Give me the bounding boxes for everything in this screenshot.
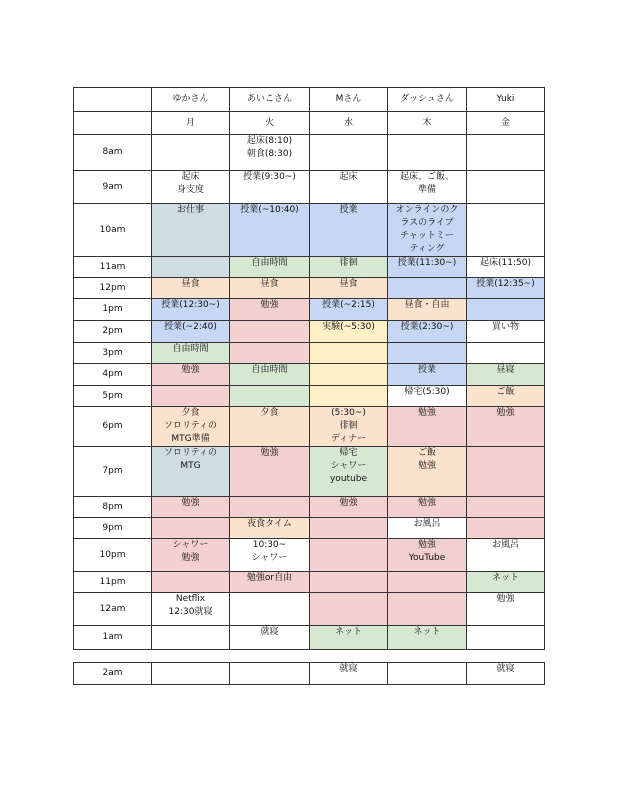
schedule-cell [152, 386, 230, 407]
schedule-cell: 買い物 [467, 321, 545, 343]
schedule-cell: ネット [467, 572, 545, 593]
time-row [74, 364, 545, 386]
schedule-cell: Netflix 12:30就寝 [152, 593, 230, 626]
schedule-table [73, 87, 545, 650]
header-names-row [74, 88, 545, 112]
schedule-cell: 夕食 ソロリティの MTG準備 [152, 407, 230, 447]
schedule-cell: 夜食タイム [230, 518, 310, 539]
schedule-cell [467, 171, 545, 204]
schedule-cell [152, 663, 230, 685]
schedule-cell: 自由時間 [152, 343, 230, 364]
schedule-cell: 10:30~ シャワー [230, 539, 310, 572]
time-label: 8am [74, 135, 152, 171]
time-row [74, 171, 545, 204]
schedule-cell: 勉強 [388, 407, 467, 447]
schedule-cell: 起床、ご飯、 準備 [388, 171, 467, 204]
time-row [74, 663, 545, 685]
schedule-cell: 授業(~2:15) [310, 299, 388, 321]
schedule-cell [388, 135, 467, 171]
time-row [74, 539, 545, 572]
day-header: 水 [310, 112, 388, 135]
schedule-cell: 授業(12:35~) [467, 278, 545, 299]
schedule-cell [388, 593, 467, 626]
schedule-extra-body [74, 663, 545, 685]
schedule-cell: 勉強or自由 [230, 572, 310, 593]
schedule-cell [152, 257, 230, 278]
schedule-cell: オンラインのク ラスのライブ チャットミー ティング [388, 204, 467, 257]
schedule-cell [230, 386, 310, 407]
time-row [74, 135, 545, 171]
time-label: 6pm [74, 407, 152, 447]
time-row [74, 299, 545, 321]
schedule-cell: ご飯 [467, 386, 545, 407]
schedule-cell: 授業(11:30~) [388, 257, 467, 278]
time-label: 11am [74, 257, 152, 278]
time-row [74, 593, 545, 626]
schedule-cell [230, 497, 310, 518]
time-label: 2pm [74, 321, 152, 343]
schedule-cell: 起床 身支度 [152, 171, 230, 204]
schedule-cell: ソロリティの MTG [152, 447, 230, 497]
schedule-table-extra [73, 662, 545, 685]
schedule-cell [388, 572, 467, 593]
schedule-cell: 昼食 [310, 278, 388, 299]
schedule-cell [467, 135, 545, 171]
schedule-cell: 実験(~5:30) [310, 321, 388, 343]
time-row [74, 497, 545, 518]
schedule-cell: ネット [388, 626, 467, 650]
time-row [74, 278, 545, 299]
time-label: 11pm [74, 572, 152, 593]
schedule-cell [310, 386, 388, 407]
schedule-cell: 勉強 [152, 364, 230, 386]
schedule-cell [467, 518, 545, 539]
time-label: 9pm [74, 518, 152, 539]
time-label: 1pm [74, 299, 152, 321]
schedule-cell: 徘徊 [310, 257, 388, 278]
schedule-cell: 帰宅 シャワー youtube [310, 447, 388, 497]
time-label: 10am [74, 204, 152, 257]
time-label: 3pm [74, 343, 152, 364]
schedule-cell: 授業(9:30~) [230, 171, 310, 204]
schedule-cell: 帰宅(5:30) [388, 386, 467, 407]
schedule-cell [467, 299, 545, 321]
schedule-cell [230, 343, 310, 364]
schedule-cell: 自由時間 [230, 257, 310, 278]
schedule-cell [230, 321, 310, 343]
schedule-cell [310, 364, 388, 386]
schedule-cell: 勉強 [230, 447, 310, 497]
time-label: 2am [74, 663, 152, 685]
time-label: 4pm [74, 364, 152, 386]
time-row [74, 321, 545, 343]
schedule-cell [310, 343, 388, 364]
time-label: 10pm [74, 539, 152, 572]
schedule-cell: お風呂 [388, 518, 467, 539]
time-label: 12am [74, 593, 152, 626]
schedule-cell: 勉強 [388, 497, 467, 518]
time-row [74, 343, 545, 364]
schedule-cell [310, 518, 388, 539]
schedule-cell: 昼食 [230, 278, 310, 299]
schedule-cell: 夕食 [230, 407, 310, 447]
schedule-cell: 勉強 [310, 497, 388, 518]
schedule-cell [310, 539, 388, 572]
schedule-cell [310, 593, 388, 626]
schedule-cell: 授業(~10:40) [230, 204, 310, 257]
schedule-cell: 勉強 [467, 593, 545, 626]
schedule-cell: 昼食 [152, 278, 230, 299]
time-row [74, 572, 545, 593]
schedule-cell [152, 626, 230, 650]
schedule-cell: 授業(2:30~) [388, 321, 467, 343]
time-label: 7pm [74, 447, 152, 497]
corner-cell [74, 88, 152, 112]
time-row [74, 447, 545, 497]
schedule-cell: 起床(8:10) 朝食(8:30) [230, 135, 310, 171]
schedule-cell: お風呂 [467, 539, 545, 572]
schedule-cell [467, 204, 545, 257]
schedule-cell [152, 572, 230, 593]
schedule-cell: 就寝 [230, 626, 310, 650]
time-label: 8pm [74, 497, 152, 518]
schedule-cell: 授業(~2:40) [152, 321, 230, 343]
schedule-cell: 起床(11:50) [467, 257, 545, 278]
schedule-cell: 勉強 [152, 497, 230, 518]
time-label: 9am [74, 171, 152, 204]
schedule-cell [230, 663, 310, 685]
day-header: 月 [152, 112, 230, 135]
time-label: 1am [74, 626, 152, 650]
schedule-cell: 授業 [388, 364, 467, 386]
schedule-cell: 自由時間 [230, 364, 310, 386]
schedule-body [74, 88, 545, 650]
schedule-cell: 授業 [310, 204, 388, 257]
time-row [74, 386, 545, 407]
schedule-cell: シャワー 勉強 [152, 539, 230, 572]
schedule-cell [467, 626, 545, 650]
schedule-cell [152, 135, 230, 171]
corner-cell [74, 112, 152, 135]
schedule-cell: 昼寝 [467, 364, 545, 386]
name-header: あいこさん [230, 88, 310, 112]
schedule-cell: 授業(12:30~) [152, 299, 230, 321]
header-days-row [74, 112, 545, 135]
time-label: 12pm [74, 278, 152, 299]
name-header: Yuki [467, 88, 545, 112]
time-row [74, 626, 545, 650]
schedule-cell [152, 518, 230, 539]
name-header: ダッシュさん [388, 88, 467, 112]
schedule-cell: 就寝 [467, 663, 545, 685]
schedule-cell: 勉強 [230, 299, 310, 321]
time-row [74, 407, 545, 447]
day-header: 火 [230, 112, 310, 135]
time-row [74, 204, 545, 257]
time-row [74, 518, 545, 539]
time-row [74, 257, 545, 278]
schedule-cell: お仕事 [152, 204, 230, 257]
day-header: 木 [388, 112, 467, 135]
schedule-cell [388, 343, 467, 364]
day-header: 金 [467, 112, 545, 135]
name-header: ゆかさん [152, 88, 230, 112]
schedule-cell [230, 593, 310, 626]
schedule-cell [310, 135, 388, 171]
schedule-cell: 起床 [310, 171, 388, 204]
schedule-cell: ネット [310, 626, 388, 650]
schedule-cell [310, 572, 388, 593]
time-label: 5pm [74, 386, 152, 407]
schedule-cell: 勉強 [467, 407, 545, 447]
schedule-cell [467, 343, 545, 364]
schedule-cell [388, 278, 467, 299]
name-header: Mさん [310, 88, 388, 112]
schedule-cell: 昼食・自由 [388, 299, 467, 321]
schedule-cell [467, 447, 545, 497]
schedule-cell: 勉強 YouTube [388, 539, 467, 572]
schedule-cell: (5:30~) 徘徊 ディナー [310, 407, 388, 447]
schedule-cell [467, 497, 545, 518]
schedule-cell: 就寝 [310, 663, 388, 685]
schedule-cell: ご飯 勉強 [388, 447, 467, 497]
schedule-cell [388, 663, 467, 685]
